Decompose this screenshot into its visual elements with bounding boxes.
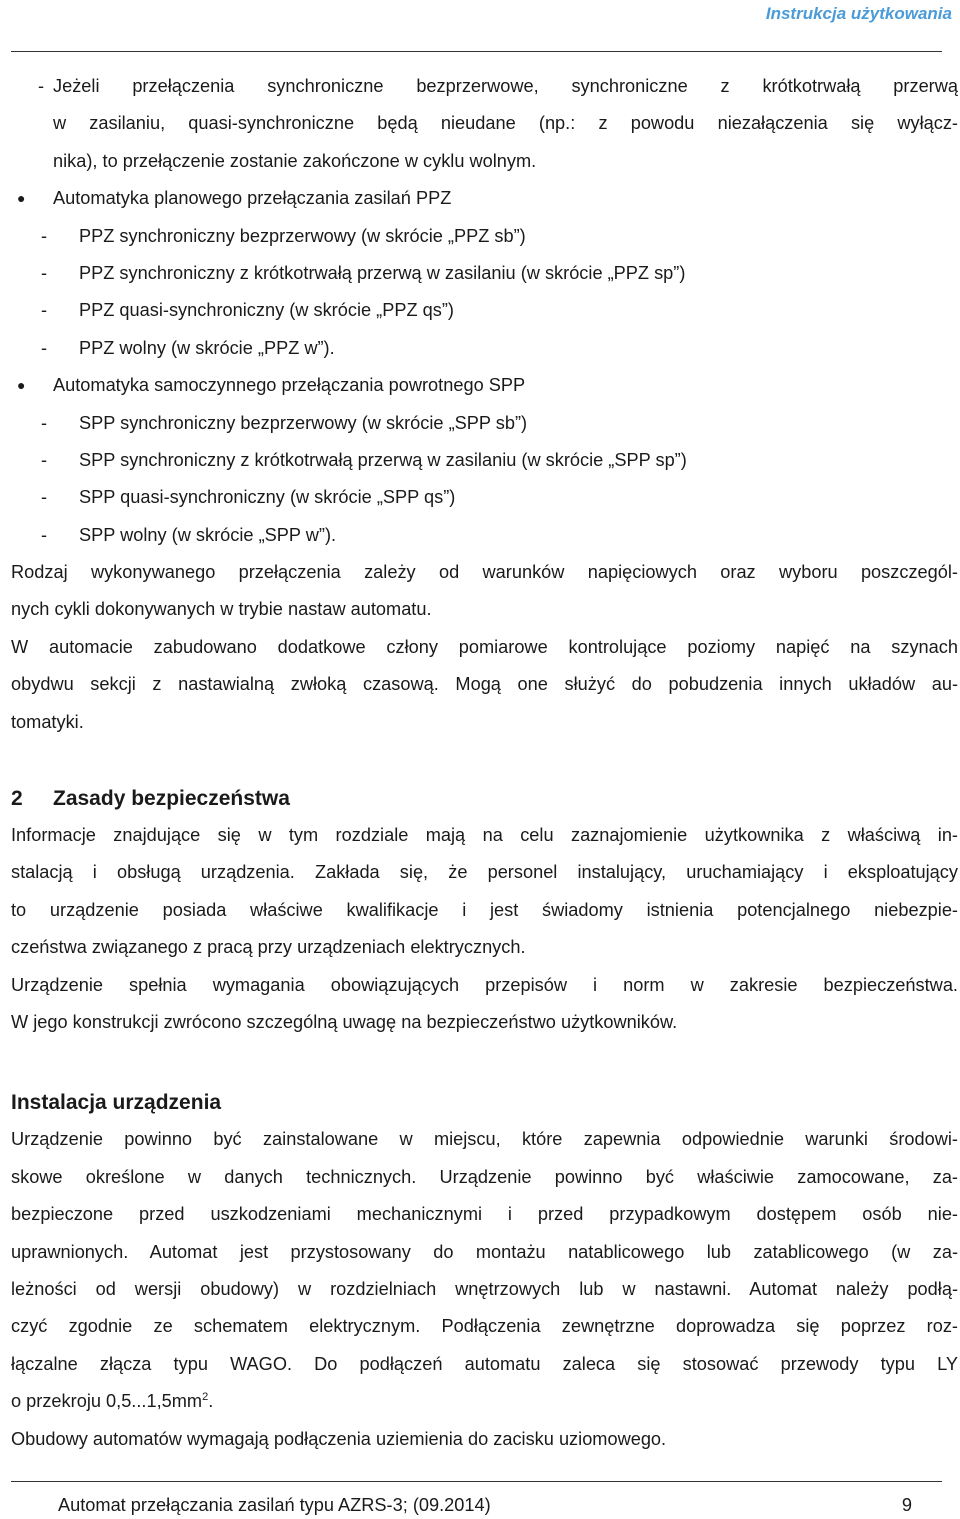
section-heading	[11, 780, 958, 817]
paragraph-line: W automacie zabudowano dodatkowe człony pomiarowe kontrolujące poziomy napięć na szynach	[11, 636, 958, 657]
intro-line: w zasilaniu, quasi-synchroniczne będą nieudane (np.: z powodu niezałączenia się wyłącz-	[53, 113, 958, 134]
ppz-item: - PPZ synchroniczny z krótkotrwałą przerwą w zasilaniu (w skrócie „PPZ sp”)	[41, 262, 686, 283]
paragraph-line: W jego konstrukcji zwrócono szczególną uwagę na bezpieczeństwo użytkowników.	[11, 1011, 678, 1032]
paragraph-line: czyć zgodnie ze schematem elektrycznym. Podłączenia zewnętrzne doprowadza się poprzez roz-	[11, 1316, 958, 1337]
paragraph-line: Urządzenie spełnia wymagania obowiązujących przepisów i norm w zakresie bezpieczeństwa.	[11, 974, 958, 995]
header-title: Instrukcja użytkowania	[765, 4, 952, 23]
spp-item: - SPP wolny (w skrócie „SPP w”).	[41, 524, 337, 545]
footer-rule	[11, 1481, 942, 1482]
page-body	[11, 68, 958, 1458]
section-number: 2	[11, 787, 23, 811]
paragraph-line: bezpieczone przed uszkodzeniami mechanicznymi i przed przypadkowym dostępem osób nie-	[11, 1204, 958, 1225]
ppz-item: - PPZ quasi-synchroniczny (w skrócie „PPZ qs”)	[41, 300, 454, 321]
paragraph-line: nych cykli dokonywanych w trybie nastaw automatu.	[11, 599, 432, 620]
intro-line: - Jeżeli przełączenia synchroniczne bezprzerwowe, synchroniczne z krótkotrwałą przerwą	[38, 76, 958, 96]
paragraph-line: obydwu sekcji z nastawialną zwłoką czasową. Mogą one służyć do pobudzenia innych układów au-	[11, 674, 958, 695]
subsection-heading: Instalacja urządzenia	[11, 1091, 222, 1115]
ppz-item: - PPZ synchroniczny bezprzerwowy (w skrócie „PPZ sb”)	[41, 225, 526, 246]
paragraph-line: to urządzenie posiada właściwe kwalifikacje i jest świadomy istnienia potencjalnego niebezpie-	[11, 899, 958, 920]
paragraph-line: Obudowy automatów wymagają podłączenia uziemienia do zacisku uziomowego.	[11, 1428, 667, 1449]
footer-text: Automat przełączania zasilań typu AZRS-3; (09.2014)	[58, 1495, 491, 1515]
paragraph-line: Urządzenie powinno być zainstalowane w miejscu, które zapewnia odpowiednie warunki środowi-	[11, 1129, 958, 1150]
spp-item: - SPP quasi-synchroniczny (w skrócie „SPP qs”)	[41, 487, 456, 508]
paragraph-line: łączalne złącza typu WAGO. Do podłączeń automatu zaleca się stosować przewody typu LY	[11, 1353, 958, 1374]
paragraph-line: o przekroju $0,5...1,5mm^2$.	[11, 1391, 214, 1412]
paragraph-line: stalacją i obsługą urządzenia. Zakłada się, że personel instalujący, uruchamiający i eksploatujący	[11, 862, 958, 883]
spp-item: - SPP synchroniczny z krótkotrwałą przerwą w zasilaniu (w skrócie „SPP sp”)	[41, 449, 687, 470]
footer	[58, 1494, 912, 1516]
ppz-heading: ● Automatyka planowego przełączania zasilań PPZ	[11, 180, 958, 217]
bullet-icon: ●	[17, 190, 26, 207]
paragraph-line: skowe określone w danych technicznych. Urządzenie powinno być właściwie zamocowane, za-	[11, 1166, 958, 1187]
spp-heading: ● Automatyka samoczynnego przełączania powrotnego SPP	[11, 367, 958, 404]
ppz-item: - PPZ wolny (w skrócie „PPZ w”).	[41, 337, 335, 358]
paragraph-line: leżności od wersji obudowy) w rozdzielniach wnętrzowych lub w nastawni. Automat należy podłą-	[11, 1278, 958, 1299]
intro-line: nika), to przełączenie zostanie zakończone w cyklu wolnym.	[53, 150, 537, 171]
paragraph-line: uprawnionych. Automat jest przystosowany do montażu natablicowego lub zatablicowego (w za-	[11, 1241, 958, 1262]
paragraph-line: Informacje znajdujące się w tym rozdziale mają na celu zaznajomienie użytkownika z właściwą in-	[11, 825, 958, 846]
header-rule	[11, 51, 942, 52]
paragraph-line: czeństwa związanego z pracą przy urządzeniach elektrycznych.	[11, 937, 526, 958]
paragraph-line: Rodzaj wykonywanego przełączenia zależy od warunków napięciowych oraz wyboru poszczegól-	[11, 562, 958, 583]
bullet-icon: ●	[17, 377, 26, 394]
paragraph-line: tomatyki.	[11, 711, 84, 732]
page-number: 9	[901, 1495, 912, 1515]
section-title: Zasady bezpieczeństwa	[53, 787, 290, 811]
spp-item: - SPP synchroniczny bezprzerwowy (w skrócie „SPP sb”)	[41, 412, 528, 433]
